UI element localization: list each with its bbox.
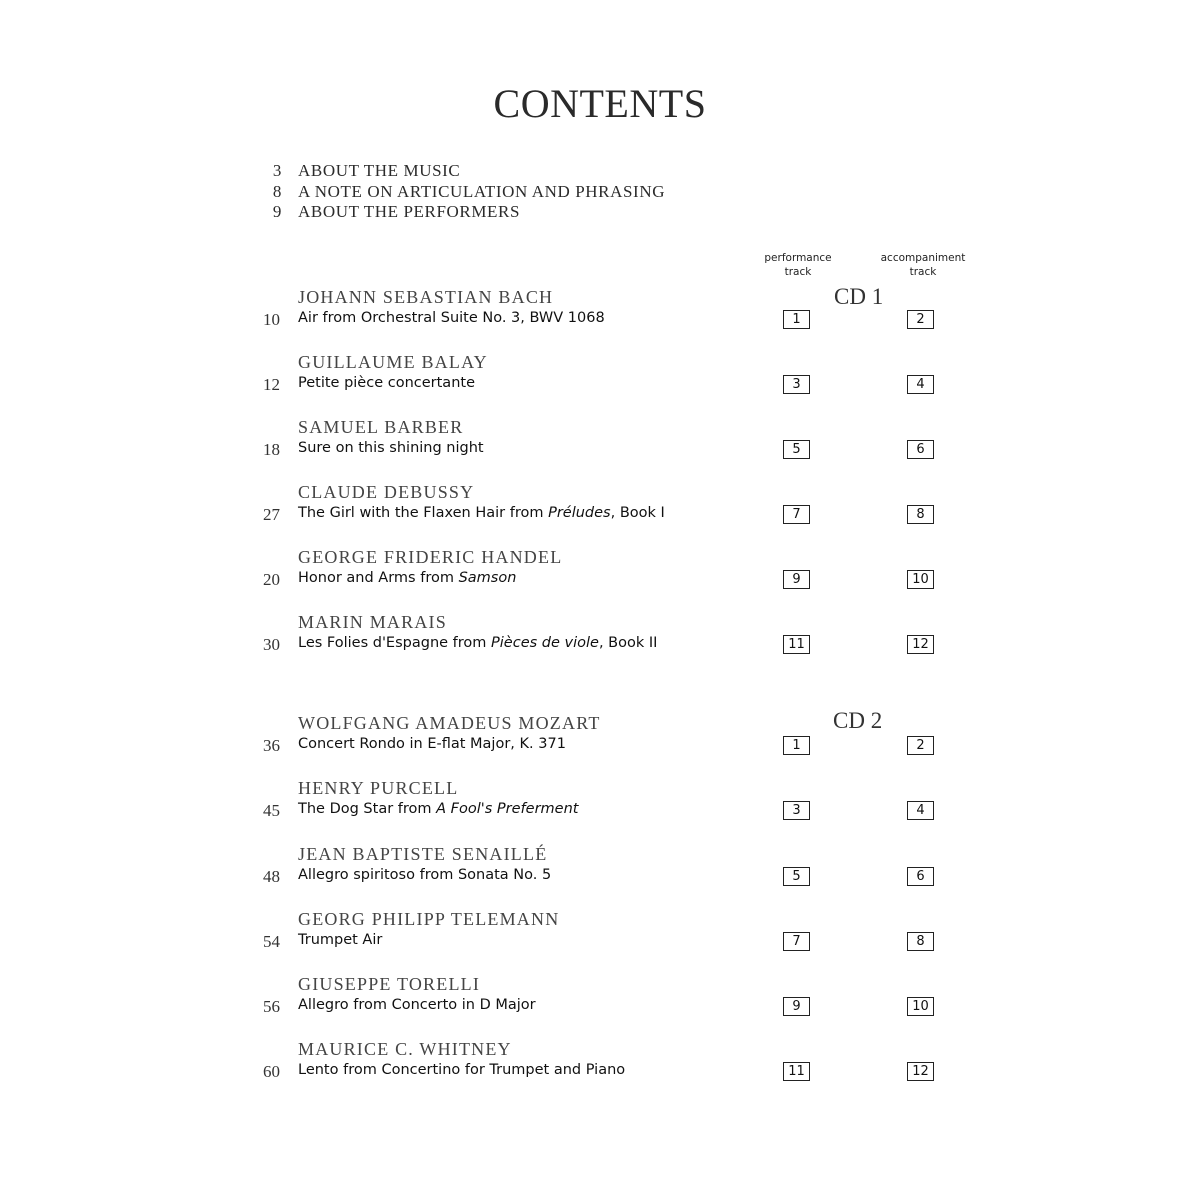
intro-item	[258, 202, 665, 223]
performance-track-header: performance track	[764, 252, 832, 278]
composer-name: SAMUEL BARBER	[298, 417, 464, 437]
performance-track-number: 5	[783, 440, 810, 459]
work-title	[298, 440, 484, 456]
composer-name: JEAN BAPTISTE SENAILLÉ	[298, 844, 548, 864]
contents-entry	[0, 713, 1200, 773]
accompaniment-track-number: 8	[907, 932, 934, 951]
accompaniment-track-number: 2	[907, 310, 934, 329]
page-number: 36	[263, 736, 280, 755]
contents-entry	[0, 1039, 1200, 1099]
work-title	[298, 505, 665, 521]
page-number: 56	[263, 997, 280, 1016]
work-title-text: Petite pièce concertante	[298, 375, 475, 391]
performance-track-number: 9	[783, 997, 810, 1016]
accompaniment-track-number: 4	[907, 801, 934, 820]
page-number: 48	[263, 867, 280, 886]
work-title	[298, 1062, 625, 1078]
performance-track-number: 3	[783, 801, 810, 820]
work-title-italic: Préludes	[548, 505, 611, 521]
performance-track-number: 9	[783, 570, 810, 589]
intro-label: ABOUT THE PERFORMERS	[298, 202, 521, 221]
accompaniment-track-number: 12	[907, 1062, 934, 1081]
intro-page: 8	[272, 181, 282, 201]
intro-page: 3	[272, 161, 282, 180]
work-title	[298, 932, 382, 948]
accompaniment-track-number: 12	[907, 635, 934, 654]
contents-entry	[0, 844, 1200, 904]
composer-name: CLAUDE DEBUSSY	[298, 482, 475, 502]
performance-track-number: 7	[783, 505, 810, 524]
work-title-suffix: , Book II	[598, 635, 658, 651]
work-title-text: Les Folies d'Espagne from	[298, 635, 492, 651]
accompaniment-track-number: 2	[907, 736, 934, 755]
intro-item	[258, 161, 665, 182]
work-title	[298, 997, 536, 1013]
cd2-label: CD 2	[833, 708, 883, 733]
contents-entry	[0, 352, 1200, 412]
composer-name: GIUSEPPE TORELLI	[298, 974, 481, 994]
composer-name: MAURICE C. WHITNEY	[298, 1039, 512, 1059]
contents-entry	[0, 547, 1200, 607]
work-title	[298, 570, 516, 586]
intro-label: A NOTE ON ARTICULATION AND PHRASING	[298, 181, 666, 201]
composer-name: GEORGE FRIDERIC HANDEL	[298, 547, 563, 567]
contents-entry	[0, 482, 1200, 542]
work-title	[298, 867, 551, 883]
work-title	[298, 310, 605, 326]
page-number: 12	[263, 375, 280, 394]
accompaniment-track-number: 8	[907, 505, 934, 524]
work-title	[298, 736, 566, 752]
page-number: 60	[263, 1062, 280, 1081]
accompaniment-track-header: accompaniment track	[880, 252, 966, 278]
intro-label: ABOUT THE MUSIC	[298, 161, 461, 180]
composer-name: GUILLAUME BALAY	[298, 352, 488, 372]
contents-entry	[0, 417, 1200, 477]
composer-name: GEORG PHILIPP TELEMANN	[298, 909, 560, 929]
work-title-text: Sure on this shining night	[298, 440, 484, 456]
accompaniment-track-number: 6	[907, 440, 934, 459]
contents-entry	[0, 287, 1200, 347]
work-title-text: Lento from Concertino for Trumpet and Piano	[298, 1062, 626, 1078]
work-title	[298, 635, 657, 651]
work-title-italic: Samson	[458, 570, 517, 586]
performance-track-number: 11	[783, 1062, 810, 1081]
performance-track-number: 5	[783, 867, 810, 886]
performance-track-number: 11	[783, 635, 810, 654]
intro-item	[258, 182, 665, 203]
performance-track-number: 1	[783, 310, 810, 329]
performance-track-number: 1	[783, 736, 810, 755]
page-number: 30	[263, 635, 280, 654]
accompaniment-track-number: 10	[907, 997, 934, 1016]
cd1-label: CD 1	[834, 284, 884, 309]
contents-entry	[0, 909, 1200, 969]
work-title-text: Allegro from Concerto in D Major	[298, 997, 536, 1013]
page-number: 27	[263, 505, 280, 524]
work-title	[298, 801, 578, 817]
page-number: 18	[263, 440, 280, 459]
work-title	[298, 375, 475, 391]
contents-entry	[0, 612, 1200, 672]
work-title-text: Concert Rondo in E-flat Major, K. 371	[298, 736, 566, 752]
composer-name: MARIN MARAIS	[298, 612, 447, 632]
work-title-italic: Pièces de viole	[491, 635, 599, 651]
composer-name: HENRY PURCELL	[298, 778, 459, 798]
work-title-text: Honor and Arms from	[298, 570, 459, 586]
composer-name: JOHANN SEBASTIAN BACH	[298, 287, 554, 307]
accompaniment-track-number: 10	[907, 570, 934, 589]
contents-entry	[0, 974, 1200, 1034]
work-title-text: Allegro spiritoso from Sonata No. 5	[298, 867, 552, 883]
intro-list	[258, 161, 665, 223]
work-title-text: Air from Orchestral Suite No. 3, BWV 1068	[298, 310, 605, 326]
accompaniment-track-number: 4	[907, 375, 934, 394]
composer-name: WOLFGANG AMADEUS MOZART	[298, 713, 601, 733]
page-number: 10	[263, 310, 280, 329]
page-number: 20	[263, 570, 280, 589]
performance-track-number: 7	[783, 932, 810, 951]
page-number: 45	[263, 801, 280, 820]
page-number: 54	[263, 932, 280, 951]
performance-track-number: 3	[783, 375, 810, 394]
work-title-text: The Dog Star from	[298, 801, 437, 817]
work-title-italic: A Fool's Preferment	[436, 801, 579, 817]
accompaniment-track-number: 6	[907, 867, 934, 886]
intro-page: 9	[272, 202, 282, 221]
work-title-suffix: , Book I	[610, 505, 665, 521]
contents-entry	[0, 778, 1200, 838]
work-title-text: The Girl with the Flaxen Hair from	[298, 505, 549, 521]
work-title-text: Trumpet Air	[298, 932, 383, 948]
page-title: CONTENTS	[493, 81, 707, 126]
